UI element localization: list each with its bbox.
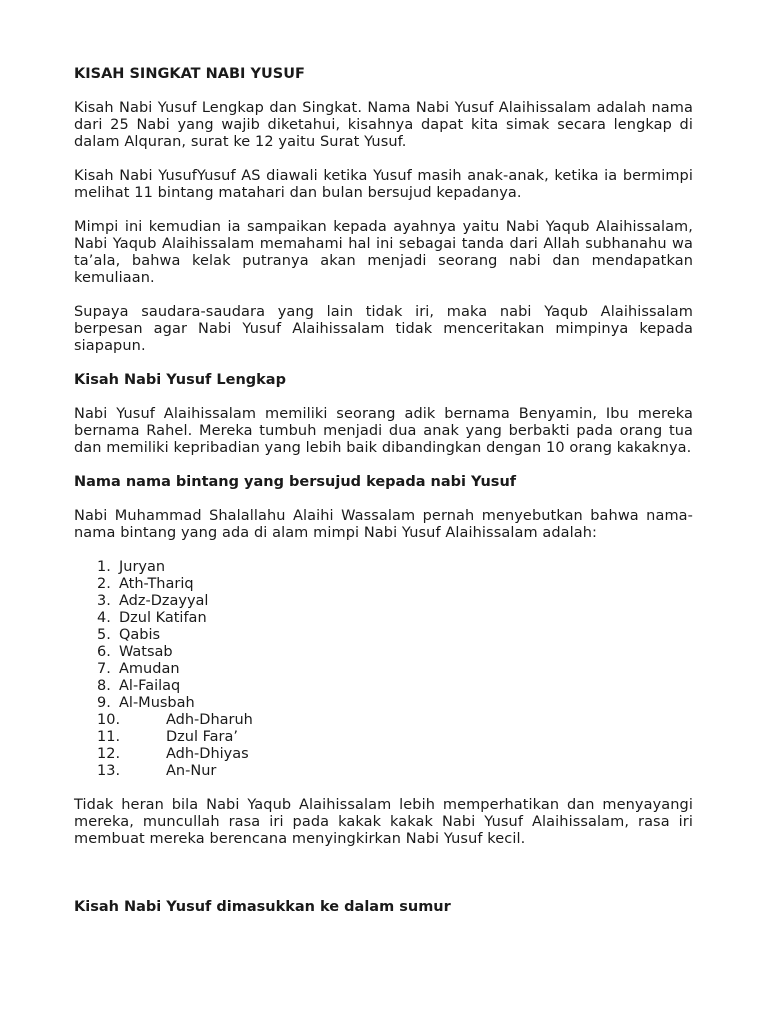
heading-star-names: Nama nama bintang yang bersujud kepada nabi Yusuf	[74, 474, 517, 490]
list-item: 12. Adh-Dhiyas	[97, 746, 249, 762]
paragraph-father: Mimpi ini kemudian ia sampaikan kepada ayahnya yaitu Nabi Yaqub Alaihissalam, Nabi Yaqub Alaihissalam memahami hal ini sebagai tanda dari Allah subhanahu wa ta’ala, bahwa kelak putranya akan menjadi seorang nabi dan mendapatkan kemuliaan.	[74, 219, 693, 286]
document-title: KISAH SINGKAT NABI YUSUF	[74, 66, 305, 82]
document-page	[74, 66, 693, 916]
list-item: 13. An-Nur	[97, 763, 217, 779]
list-item: 2. Ath-Thariq	[97, 576, 194, 592]
paragraph-dream: Kisah Nabi YusufYusuf AS diawali ketika Yusuf masih anak-anak, ketika ia bermimpi melihat 11 bintang matahari dan bulan bersujud kepadanya.	[74, 168, 693, 201]
paragraph-intro: Kisah Nabi Yusuf Lengkap dan Singkat. Nama Nabi Yusuf Alaihissalam adalah nama dari 25 Nabi yang wajib diketahui, kisahnya dapat kita simak secara lengkap di dalam Alquran, surat ke 12 yaitu Surat Yusuf.	[74, 100, 693, 150]
list-item: 11. Dzul Fara’	[97, 729, 238, 745]
list-item: 6. Watsab	[97, 644, 173, 660]
list-item: 3. Adz-Dzayyal	[97, 593, 209, 609]
paragraph-muhammad: Nabi Muhammad Shalallahu Alaihi Wassalam pernah menyebutkan bahwa nama-nama bintang yang ada di alam mimpi Nabi Yusuf Alaihissalam adalah:	[74, 508, 693, 541]
paragraph-benyamin: Nabi Yusuf Alaihissalam memiliki seorang adik bernama Benyamin, Ibu mereka bernama Rahel. Mereka tumbuh menjadi dua anak yang berbakti pada orang tua dan memiliki kepribadian yang lebih baik dibandingkan dengan 10 orang kakaknya.	[74, 406, 693, 456]
paragraph-jealousy: Tidak heran bila Nabi Yaqub Alaihissalam lebih memperhatikan dan menyayangi mereka, muncullah rasa iri pada kakak kakak Nabi Yusuf Alaihissalam, rasa iri membuat mereka berencana menyingkirkan Nabi Yusuf kecil.	[74, 797, 693, 847]
paragraph-warning: Supaya saudara-saudara yang lain tidak iri, maka nabi Yaqub Alaihissalam berpesan agar Nabi Yusuf Alaihissalam tidak menceritakan mimpinya kepada siapapun.	[74, 304, 693, 354]
list-item: 8. Al-Failaq	[97, 678, 181, 694]
list-item: 10. Adh-Dharuh	[97, 712, 253, 728]
heading-well: Kisah Nabi Yusuf dimasukkan ke dalam sumur	[74, 899, 451, 915]
list-item: 7. Amudan	[97, 661, 180, 677]
list-item: 1. Juryan	[97, 559, 166, 575]
list-item: 4. Dzul Katifan	[97, 610, 207, 626]
star-names-list	[74, 559, 693, 780]
list-item: 5. Qabis	[97, 627, 161, 643]
list-item: 9. Al-Musbah	[97, 695, 195, 711]
heading-lengkap: Kisah Nabi Yusuf Lengkap	[74, 372, 286, 388]
